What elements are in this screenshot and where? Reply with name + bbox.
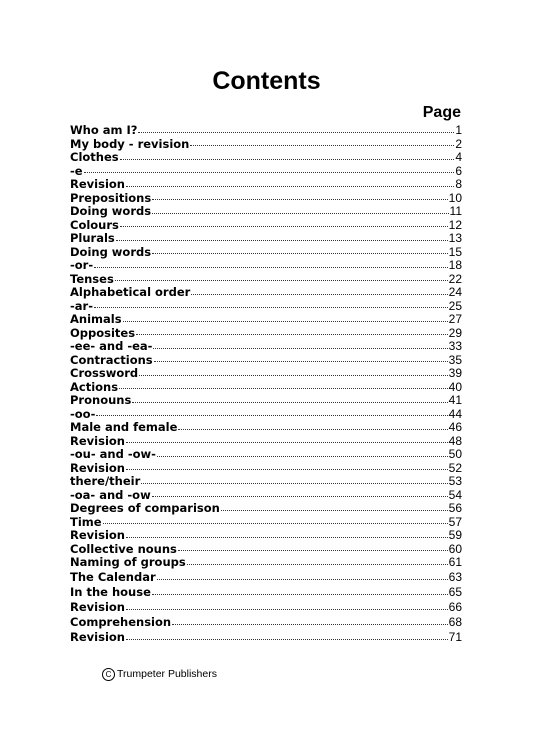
toc-entry-label: Revision — [70, 629, 125, 644]
toc-entry-page-number: 25 — [448, 298, 462, 313]
toc-entry-label: Animals — [70, 312, 122, 326]
toc-entry-page-number: 12 — [448, 217, 462, 232]
dot-leader — [126, 469, 448, 470]
dot-leader — [126, 186, 454, 187]
dot-leader — [115, 280, 448, 281]
dot-leader — [116, 240, 448, 241]
toc-entry — [70, 600, 462, 615]
toc-entry — [70, 138, 462, 152]
toc-entry — [70, 462, 462, 476]
toc-entry-page-number: 65 — [448, 584, 462, 599]
toc-entry — [70, 273, 462, 287]
toc-entry-page-number: 59 — [448, 528, 462, 542]
toc-entry-page-number: 13 — [448, 231, 462, 245]
dot-leader — [178, 429, 447, 430]
dot-leader — [126, 442, 448, 443]
toc-entry-label: -or- — [70, 258, 94, 272]
toc-entry — [70, 259, 462, 273]
toc-entry-page-number: 50 — [448, 447, 462, 461]
dot-leader — [96, 415, 447, 416]
toc-entry-page-number: 11 — [449, 204, 462, 218]
dot-leader — [154, 361, 448, 362]
page-column-heading: Page — [422, 104, 461, 121]
toc-entry-label: -ou- and -ow- — [70, 447, 156, 461]
toc-entry-page-number: 56 — [448, 501, 462, 515]
toc-entry-label: Time — [70, 514, 102, 529]
dot-leader — [84, 172, 455, 173]
toc-entry-page-number: 35 — [448, 352, 462, 367]
dot-leader — [152, 199, 447, 200]
toc-entry-label: Tenses — [70, 271, 114, 286]
dot-leader — [191, 294, 447, 295]
toc-entry-label: Clothes — [70, 150, 119, 164]
page-title: Contents — [212, 67, 321, 95]
toc-entry-page-number: 68 — [448, 614, 462, 629]
toc-entry — [70, 354, 462, 368]
toc-entry-page-number: 41 — [448, 393, 462, 407]
copyright-icon: C — [102, 668, 115, 681]
dot-leader — [126, 609, 448, 610]
toc-entry — [70, 124, 462, 138]
dot-leader — [141, 483, 447, 484]
toc-entry-label: Opposites — [70, 325, 136, 340]
dot-leader — [126, 639, 448, 640]
toc-entry — [70, 246, 462, 260]
toc-entry-label: Revision — [70, 599, 125, 614]
toc-entry — [70, 327, 462, 341]
toc-entry-label: Revision — [70, 433, 125, 448]
toc-entry-page-number: 8 — [455, 177, 462, 191]
dot-leader — [187, 564, 448, 565]
toc-entry-label: Doing words — [70, 204, 152, 218]
dot-leader — [120, 226, 448, 227]
toc-entry — [70, 219, 462, 233]
dot-leader — [123, 321, 448, 322]
toc-entry — [70, 340, 462, 354]
toc-entry-page-number: 2 — [455, 136, 462, 151]
toc-entry — [70, 421, 462, 435]
dot-leader — [119, 388, 448, 389]
toc-entry-label: Revision — [70, 177, 125, 191]
dot-leader — [172, 624, 448, 625]
toc-entry — [70, 570, 462, 585]
toc-entry — [70, 286, 462, 300]
toc-entry-page-number: 27 — [448, 312, 462, 326]
toc-entry — [70, 192, 462, 206]
toc-entry — [70, 205, 462, 219]
toc-entry-page-number: 22 — [448, 271, 462, 286]
toc-entry-page-number: 44 — [448, 406, 462, 421]
copyright-footer — [102, 667, 217, 681]
toc-entry — [70, 151, 462, 165]
toc-entry — [70, 615, 462, 630]
toc-entry-label: Doing words — [70, 244, 152, 259]
toc-entry — [70, 475, 462, 489]
dot-leader — [126, 537, 448, 538]
dot-leader — [178, 550, 448, 551]
toc-entry-label: Naming of groups — [70, 555, 186, 569]
toc-entry — [70, 516, 462, 530]
toc-entry — [70, 448, 462, 462]
toc-entry — [70, 313, 462, 327]
toc-entry — [70, 630, 462, 645]
toc-entry-label: My body - revision — [70, 136, 190, 151]
dot-leader — [120, 159, 455, 160]
dot-leader — [94, 307, 448, 308]
dot-leader — [157, 456, 448, 457]
toc-entry-page-number: 10 — [448, 190, 462, 205]
toc-entry-page-number: 61 — [448, 555, 462, 569]
toc-entry-label: -e — [70, 163, 83, 178]
publisher-name: Trumpeter Publishers — [117, 668, 217, 680]
toc-entry — [70, 178, 462, 192]
toc-entry — [70, 502, 462, 516]
toc-entry — [70, 529, 462, 543]
toc-entry-page-number: 1 — [455, 123, 462, 137]
toc-entry — [70, 232, 462, 246]
toc-entry-label: Revision — [70, 460, 125, 475]
toc-entry-label: Comprehension — [70, 614, 172, 629]
dot-leader — [152, 213, 448, 214]
dot-leader — [152, 496, 448, 497]
toc-entry-label: Pronouns — [70, 393, 132, 407]
toc-entry-label: Male and female — [70, 420, 178, 434]
toc-entry-label: -oa- and -ow — [70, 487, 151, 502]
toc-entry-label: Colours — [70, 217, 119, 232]
dot-leader — [190, 145, 454, 146]
toc-entry-label: -ar- — [70, 298, 93, 313]
toc-entry-label: The Calendar — [70, 569, 156, 584]
toc-entry-page-number: 52 — [448, 460, 462, 475]
dot-leader — [157, 579, 448, 580]
toc-entry — [70, 435, 462, 449]
toc-entry-label: Alphabetical order — [70, 285, 191, 299]
toc-entry-page-number: 60 — [448, 541, 462, 556]
toc-entry-page-number: 18 — [448, 258, 462, 272]
toc-entry-label: Contractions — [70, 352, 153, 367]
toc-entry — [70, 300, 462, 314]
toc-entry-page-number: 46 — [448, 420, 462, 434]
dot-leader — [153, 348, 447, 349]
toc-entry — [70, 543, 462, 557]
toc-entry — [70, 381, 462, 395]
dot-leader — [152, 253, 448, 254]
toc-entry-label: Degrees of comparison — [70, 501, 220, 515]
toc-entry-page-number: 4 — [455, 150, 462, 164]
dot-leader — [136, 334, 448, 335]
toc-entry-page-number: 53 — [448, 474, 462, 488]
toc-entry-page-number: 57 — [448, 514, 462, 529]
toc-entry-label: Prepositions — [70, 190, 152, 205]
dot-leader — [152, 594, 448, 595]
dot-leader — [139, 375, 448, 376]
dot-leader — [103, 523, 448, 524]
toc-entry-label: -ee- and -ea- — [70, 339, 153, 353]
toc-entry — [70, 556, 462, 570]
toc-entry-label: Who am I? — [70, 123, 138, 137]
toc-entry-page-number: 40 — [448, 379, 462, 394]
toc-entry — [70, 367, 462, 381]
toc-entry-page-number: 15 — [448, 244, 462, 259]
toc-entry-label: Revision — [70, 528, 125, 542]
dot-leader — [132, 402, 447, 403]
dot-leader — [221, 510, 448, 511]
toc-entry-page-number: 48 — [448, 433, 462, 448]
toc-entry-label: Collective nouns — [70, 541, 177, 556]
toc-entry-page-number: 33 — [448, 339, 462, 353]
toc-entry — [70, 408, 462, 422]
toc-entry-label: -oo- — [70, 406, 96, 421]
toc-entry-page-number: 71 — [448, 629, 462, 644]
toc-entry — [70, 489, 462, 503]
dot-leader — [94, 267, 448, 268]
toc-entry-label: Actions — [70, 379, 119, 394]
toc-entry — [70, 585, 462, 600]
toc-entry-page-number: 54 — [448, 487, 462, 502]
toc-entry — [70, 165, 462, 179]
dot-leader — [138, 132, 454, 133]
table-of-contents — [70, 124, 462, 645]
toc-entry-page-number: 39 — [448, 366, 462, 380]
toc-entry-label: there/their — [70, 474, 141, 488]
toc-entry-label: Crossword — [70, 366, 139, 380]
toc-entry-page-number: 29 — [448, 325, 462, 340]
toc-entry-page-number: 66 — [448, 599, 462, 614]
toc-entry — [70, 394, 462, 408]
toc-entry-label: Plurals — [70, 231, 115, 245]
toc-entry-page-number: 6 — [455, 163, 462, 178]
toc-entry-page-number: 24 — [448, 285, 462, 299]
toc-entry-page-number: 63 — [448, 569, 462, 584]
toc-entry-label: In the house — [70, 584, 151, 599]
